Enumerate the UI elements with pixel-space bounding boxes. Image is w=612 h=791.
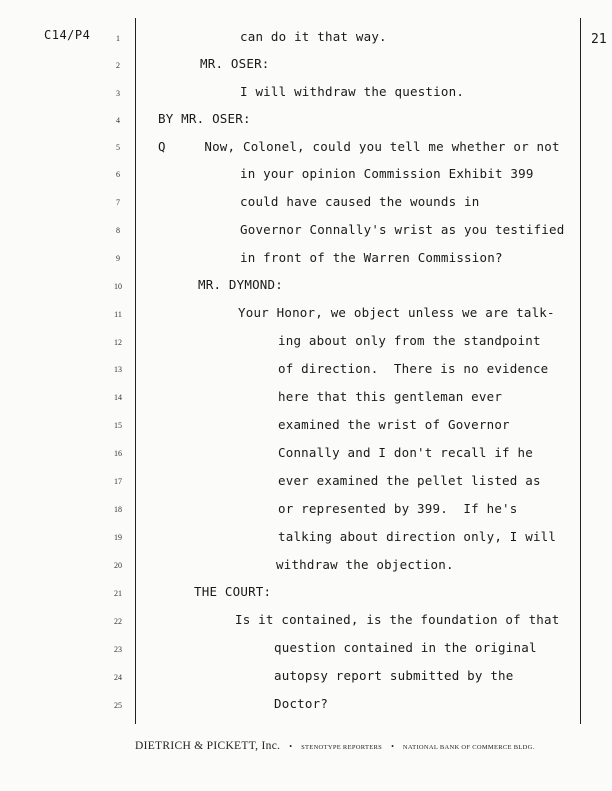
transcript-line: Q Now, Colonel, could you tell me whether or not (158, 139, 560, 154)
transcript-line: Your Honor, we object unless we are talk- (238, 305, 555, 320)
transcript-line: Governor Connally's wrist as you testified (240, 222, 565, 237)
line-number: 8 (116, 226, 120, 235)
line-number: 19 (114, 533, 122, 542)
transcript-line: examined the wrist of Governor (278, 417, 510, 432)
transcript-line: ing about only from the standpoint (278, 333, 541, 348)
page-number: 21 (591, 32, 607, 47)
transcript-line: withdraw the objection. (276, 557, 454, 572)
line-number: 11 (114, 310, 122, 319)
line-number: 1 (116, 34, 120, 43)
transcript-line: BY MR. OSER: (158, 111, 251, 126)
line-number: 15 (114, 421, 122, 430)
line-number: 16 (114, 449, 122, 458)
document-tag: C14/P4 (44, 28, 91, 42)
line-number: 3 (116, 89, 120, 98)
transcript-line: I will withdraw the question. (240, 84, 465, 99)
line-number: 6 (116, 170, 120, 179)
line-number: 17 (114, 477, 122, 486)
transcript-line: could have caused the wounds in (240, 194, 480, 209)
line-number: 22 (114, 617, 122, 626)
firm-name: DIETRICH & PICKETT, Inc. (135, 740, 281, 752)
line-number: 7 (116, 198, 120, 207)
transcript-line: of direction. There is no evidence (278, 361, 549, 376)
separator-dot: • (391, 742, 394, 751)
line-number: 12 (114, 338, 122, 347)
line-number: 21 (114, 589, 122, 598)
transcript-line: MR. DYMOND: (198, 277, 283, 292)
line-number: 18 (114, 505, 122, 514)
line-number: 14 (114, 393, 122, 402)
separator-dot: • (289, 742, 293, 751)
address-label: NATIONAL BANK OF COMMERCE BLDG. (402, 744, 535, 751)
transcript-line: Connally and I don't recall if he (278, 445, 533, 460)
service-label: STENOTYPE REPORTERS (301, 744, 383, 751)
line-number: 20 (114, 561, 122, 570)
transcript-line: THE COURT: (194, 584, 272, 599)
reporter-footer (135, 736, 585, 754)
transcript-line: Is it contained, is the foundation of that (235, 612, 560, 627)
line-number: 23 (114, 645, 122, 654)
line-number: 9 (116, 254, 120, 263)
line-number: 4 (116, 116, 120, 125)
transcript-line: can do it that way. (240, 29, 387, 44)
transcript-line: MR. OSER: (200, 56, 270, 71)
transcript-line: here that this gentleman ever (278, 389, 503, 404)
line-number: 2 (116, 61, 120, 70)
transcript-line: question contained in the original (274, 640, 537, 655)
transcript-line: ever examined the pellet listed as (278, 473, 541, 488)
transcript-line: in your opinion Commission Exhibit 399 (240, 166, 534, 181)
transcript-line: in front of the Warren Commission? (240, 250, 503, 265)
transcript-line: or represented by 399. If he's (278, 501, 518, 516)
line-number: 13 (114, 365, 122, 374)
line-number: 25 (114, 701, 122, 710)
line-number: 10 (114, 282, 122, 291)
transcript-line: Doctor? (274, 696, 329, 711)
line-number: 24 (114, 673, 122, 682)
transcript-line: autopsy report submitted by the (274, 668, 514, 683)
transcript-line: talking about direction only, I will (278, 529, 557, 544)
line-number: 5 (116, 143, 120, 152)
